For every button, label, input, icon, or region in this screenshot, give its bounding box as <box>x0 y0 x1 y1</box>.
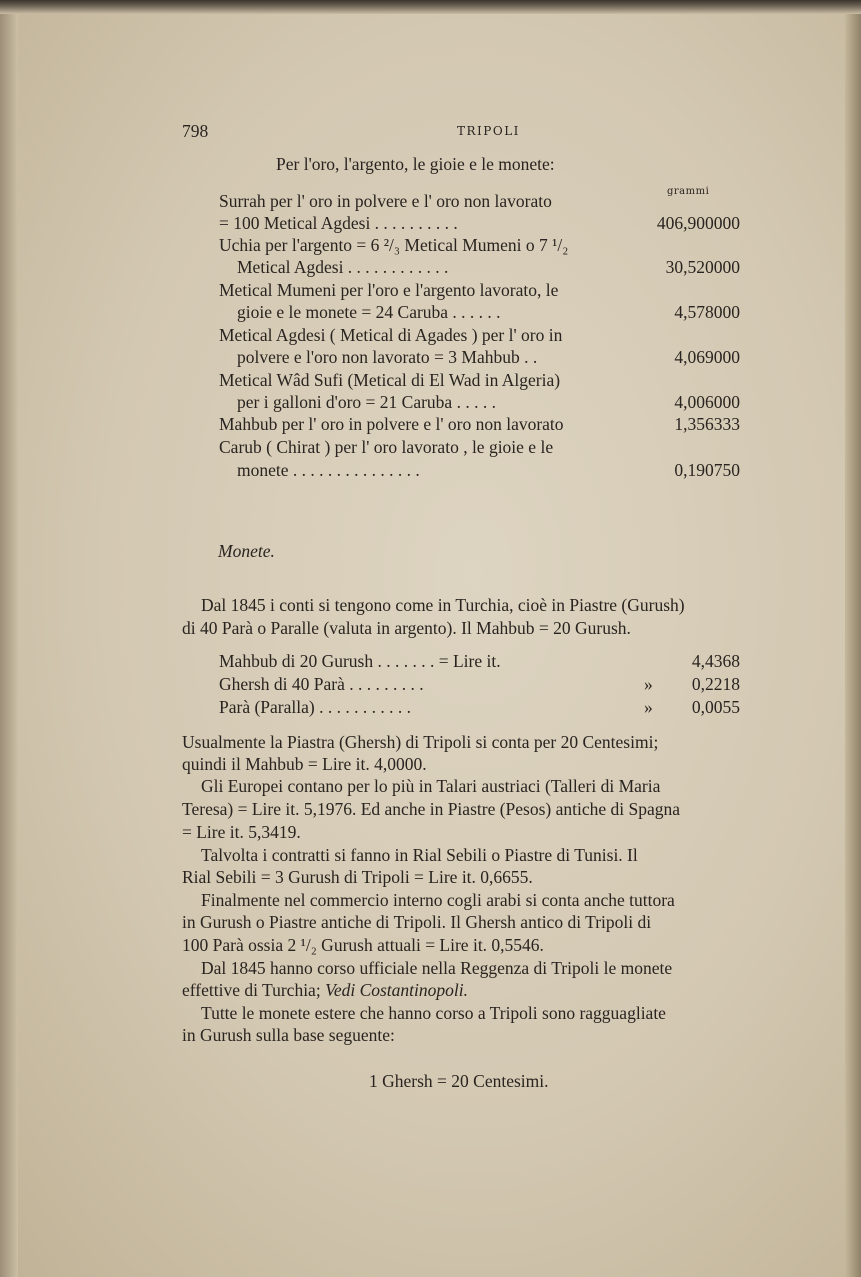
paragraph-2-line-1: Usualmente la Piastra (Ghersh) di Tripoli si conta per 20 Centesimi; <box>182 732 659 752</box>
final-equation: 1 Ghersh = 20 Centesimi. <box>369 1071 549 1091</box>
weight-row-3-line-2: gioie e le monete = 24 Caruba . . . . . . <box>237 302 501 322</box>
running-title: TRIPOLI <box>457 124 520 138</box>
paragraph-5-line-2: in Gurush o Piastre antiche di Tripoli. Il Ghersh antico di Tripoli di <box>182 912 652 932</box>
weight-row-3-value: 4,578000 <box>674 302 740 322</box>
paragraph-5-line-3: 100 Parà ossia 2 ¹/₂ Gurush attuali = Lire it. 0,5546. <box>182 935 544 955</box>
section-intro: Per l'oro, l'argento, le gioie e le monete: <box>276 154 555 174</box>
weight-row-1-line-1: Surrah per l' oro in polvere e l' oro non lavorato <box>219 191 552 211</box>
paragraph-5-line-1: Finalmente nel commercio interno cogli arabi si conta anche tuttora <box>201 890 675 910</box>
weight-row-7-line-2: monete . . . . . . . . . . . . . . . <box>237 460 420 480</box>
weight-row-7-line-1: Carub ( Chirat ) per l' oro lavorato , le gioie e le <box>219 437 554 457</box>
weight-row-2-line-1: Uchia per l'argento = 6 ²/₃ Metical Mumeni o 7 ¹/₂ <box>219 235 569 255</box>
paragraph-1-line-2: di 40 Parà o Paralle (valuta in argento). Il Mahbub = 20 Gurush. <box>182 618 631 638</box>
paragraph-3-line-3: = Lire it. 5,3419. <box>182 822 301 842</box>
paragraph-3-line-1: Gli Europei contano per lo più in Talari austriaci (Talleri di Maria <box>201 776 661 796</box>
coin-row-3-value: 0,0055 <box>691 697 740 717</box>
weight-row-4-value: 4,069000 <box>674 347 740 367</box>
weight-row-5-line-2: per i galloni d'oro = 21 Caruba . . . . . <box>237 392 496 412</box>
paragraph-6-line-2 <box>182 979 468 1001</box>
weight-row-4-line-2: polvere e l'oro non lavorato = 3 Mahbub . . <box>237 347 538 367</box>
weight-row-2-value: 30,520000 <box>665 257 740 277</box>
weight-row-6-line-1: Mahbub per l' oro in polvere e l' oro non lavorato <box>219 414 564 434</box>
unit-label: grammi <box>667 186 710 197</box>
weight-row-1-line-2: = 100 Metical Agdesi . . . . . . . . . . <box>219 213 458 233</box>
page-edge <box>845 0 861 1277</box>
weight-row-7-value: 0,190750 <box>674 460 740 480</box>
paragraph-6-text: effettive di Turchia; <box>182 980 326 1000</box>
weight-row-2-line-2: Metical Agdesi . . . . . . . . . . . . <box>237 257 449 277</box>
paragraph-4-line-1: Talvolta i contratti si fanno in Rial Sebili o Piastre di Tunisi. Il <box>201 845 638 865</box>
coin-row-2-value: 0,2218 <box>691 674 740 694</box>
paragraph-3-line-2: Teresa) = Lire it. 5,1976. Ed anche in Piastre (Pesos) antiche di Spagna <box>182 799 681 819</box>
weight-row-6-value: 1,356333 <box>674 414 740 434</box>
paragraph-6-line-1: Dal 1845 hanno corso ufficiale nella Reggenza di Tripoli le monete <box>201 958 673 978</box>
paragraph-7-line-2: in Gurush sulla base seguente: <box>182 1025 395 1045</box>
section-heading: Monete. <box>218 541 275 561</box>
see-also-reference: Vedi Costantinopoli. <box>325 980 468 1000</box>
paragraph-2-line-2: quindi il Mahbub = Lire it. 4,0000. <box>182 754 427 774</box>
paragraph-4-line-2: Rial Sebili = 3 Gurush di Tripoli = Lire it. 0,6655. <box>182 867 533 887</box>
weight-row-5-line-1: Metical Wâd Sufi (Metical di El Wad in Algeria) <box>219 370 561 390</box>
weight-row-5-value: 4,006000 <box>674 392 740 412</box>
paragraph-1-line-1: Dal 1845 i conti si tengono come in Turchia, cioè in Piastre (Gurush) <box>201 595 685 615</box>
coin-row-1-label: Mahbub di 20 Gurush . . . . . . . = Lire it. <box>219 651 501 671</box>
paragraph-7-line-1: Tutte le monete estere che hanno corso a Tripoli sono ragguagliate <box>201 1003 666 1023</box>
coin-row-3-label: Parà (Paralla) . . . . . . . . . . . <box>219 697 411 717</box>
weight-row-3-line-1: Metical Mumeni per l'oro e l'argento lavorato, le <box>219 280 559 300</box>
coin-row-3-ditto: » <box>644 697 653 717</box>
coin-row-2-ditto: » <box>644 674 653 694</box>
weight-row-4-line-1: Metical Agdesi ( Metical di Agades ) per l' oro in <box>219 325 563 345</box>
weight-row-1-value: 406,900000 <box>656 213 740 233</box>
coin-row-2-label: Ghersh di 40 Parà . . . . . . . . . <box>219 674 424 694</box>
page-number: 798 <box>182 121 209 141</box>
coin-row-1-value: 4,4368 <box>691 651 740 671</box>
